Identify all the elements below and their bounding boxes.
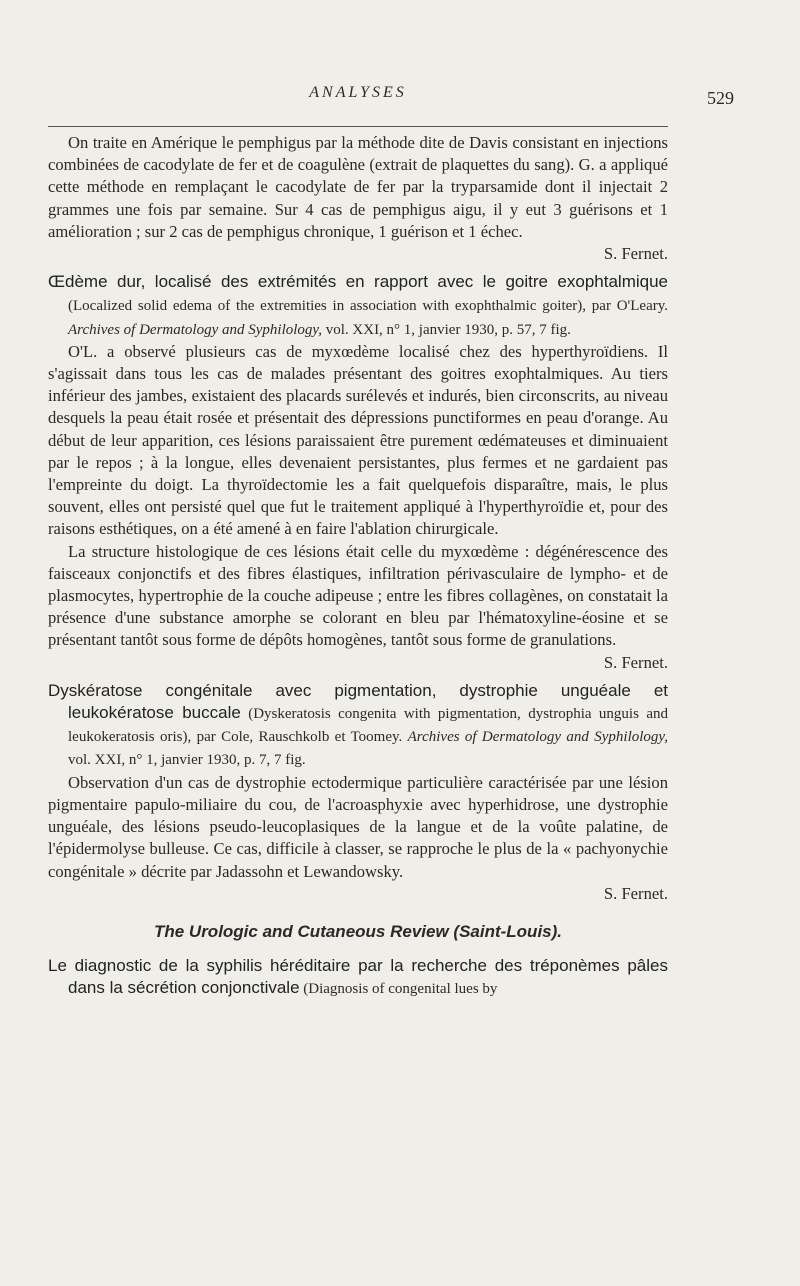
syphilis-title: Le diagnostic de la syphilis héréditaire par la recherche des tréponèmes pâles dans la sécrétion conjonctivale: [48, 956, 668, 998]
dyskeratose-signature: S. Fernet.: [603, 883, 668, 903]
dyskeratose-journal: Archives of Dermatology and Syphilology,: [407, 729, 668, 746]
syphilis-citation: (Diagnosis of congenital lues by: [299, 981, 498, 998]
oedeme-paragraph-2: La structure histologique de ces lésions était celle du myxœdème : dégénérescence des faisceaux conjonctifs et des fibres élastiques, infiltration périvasculaire de lympho- et de plasmocytes, hypertrophie de la couche adipeuse ; entre les fibres collagènes, on constatait la présence d'une substance amorphe se colorant en bleu par l'hématoxyline-éosine et se présentant tantôt sous forme de dépôts homogènes, tantôt sous forme de granulations.: [48, 541, 668, 650]
pemphigus-paragraph: On traite en Amérique le pemphigus par la méthode dite de Davis consistant en injections combinées de cacodylate de fer et de coagulène (extrait de plaquettes du sang). G. a appliqué cette méthode en remplaçant le cacodylate de fer par la tryparsamide dont il injectait 2 grammes une fois par semaine. Sur 4 cas de pemphigus aigu, il y eut 3 guérisons et 1 amélioration ; sur 2 cas de pemphigus chronique, 1 guérison et 1 échec.: [48, 133, 668, 241]
oedeme-journal: Archives of Dermatology and Syphilology,: [68, 321, 322, 338]
oedeme-paragraph-1: O'L. a observé plusieurs cas de myxœdème localisé chez des hyperthyroïdiens. Il s'agissait dans tous les cas de malades présentant des goitres exophtalmiques. Au tiers inférieur des jambes, existaient des placards surélevés et indurés, bien circonscrits, au niveau desquels la peau était rosée et présentait des dépressions punctiformes en peau d'orange. Au début de leur apparition, ces lésions paraissaient être purement œdémateuses et diminuaient par le repos ; à la longue, elles devenaient persistantes, plus fermes et ne gardaient pas l'empreinte du doigt. La thyroïdectomie les a fait quelquefois disparaître, mais, le plus souvent, elles ont persisté quel que fut le traitement appliqué à l'hyperthyroïdie et, pour des raisons esthétiques, on a été amené à en faire l'ablation chirurgicale.: [48, 341, 668, 539]
oedeme-citation-end: vol. XXI, n° 1, janvier 1930, p. 57, 7 fig.: [321, 321, 571, 338]
oedeme-heading: [48, 271, 668, 341]
header-rule: [48, 126, 668, 127]
page-number: 529: [707, 88, 734, 108]
oedeme-citation: (Localized solid edema of the extremities in association with exophthalmic goiter), par O'Leary.: [68, 298, 668, 315]
syphilis-heading: [48, 955, 668, 1000]
oedeme-signature: S. Fernet.: [603, 652, 668, 672]
dyskeratose-paragraph: Observation d'un cas de dystrophie ectodermique particulière caractérisée par une lésion pigmentaire papulo-miliaire du cou, de l'acroasphyxie avec hyperhidrose, une dystrophie unguéale, des lésions pseudo-leucoplasiques de la langue et de la voûte palatine, de l'épidermolyse bulleuse. Ce cas, difficile à classer, se rapproche le plus de la « pachyonychie congénitale » décrite par Jadassohn et Lewandowsky.: [48, 772, 668, 881]
journal-section-heading: The Urologic and Cutaneous Review (Saint-Louis).: [153, 921, 563, 941]
dyskeratose-citation-end: vol. XXI, n° 1, janvier 1930, p. 7, 7 fig.: [68, 752, 306, 769]
page-header: [48, 84, 734, 114]
dyskeratose-citation: (Dyskeratosis congenita with pigmentation, dystrophia unguis and leukokeratosis oris), par Cole, Rauschkolb et Toomey.: [68, 706, 668, 746]
oedeme-title: Œdème dur, localisé des extrémités en rapport avec le goitre exophtalmique: [48, 272, 668, 292]
dyskeratose-title: Dyskératose congénitale avec pigmentation, dystrophie unguéale et leukokératose buccale: [48, 680, 668, 723]
page-content: [48, 132, 668, 1001]
dyskeratose-heading: [48, 680, 668, 772]
pemphigus-signature: S. Fernet.: [603, 244, 668, 264]
running-title: ANALYSES: [309, 84, 407, 101]
